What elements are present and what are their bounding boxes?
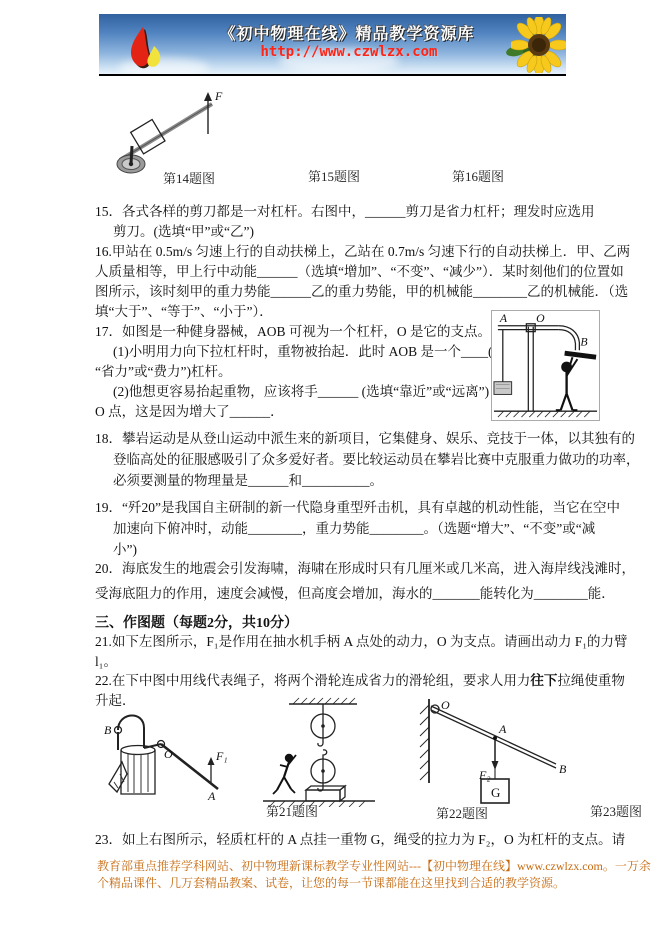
figure-q17-gym-machine	[491, 310, 600, 421]
label-a: A	[208, 789, 216, 802]
hanging-weight	[494, 330, 512, 395]
footer-line: 教育部重点推荐学科网站、初中物理新课标教学专业性网站---【初中物理在线】www.czwlzx.com。一万余	[97, 859, 651, 873]
label-a: A	[499, 311, 508, 325]
question-line: 升起．	[95, 693, 136, 708]
question-line: 图所示，该时刻甲的重力势能______乙的重力势能，甲的机械能________乙的机械能．（选	[95, 284, 629, 299]
question-line: 剪刀。(选填“甲”或“乙”)	[113, 224, 254, 239]
question-line: (2)他想更容易抬起重物，应该将手______ (选填“靠近”或“远离”)	[113, 384, 490, 399]
figure-caption-14: 第14题图	[163, 171, 216, 186]
wall	[420, 699, 429, 783]
question-text: 拉绳使重物	[557, 673, 625, 688]
figure-q23-wall-lever	[415, 697, 567, 809]
rope-and-force	[492, 736, 499, 779]
question-line: 填“大于”、“等于”、“小于”）．	[95, 304, 273, 319]
question-20	[95, 556, 635, 606]
question-line: 登临高处的征服感吸引了众多爱好者。要比较运动员在攀岩比赛中克服重力做功的功率，	[113, 452, 640, 467]
label-o: O	[164, 747, 173, 761]
question-line: 17．如图是一种健身器械，AOB 可视为一个杠杆，O 是它的支点。	[95, 324, 492, 339]
question-21	[95, 632, 628, 672]
figure-q22-pulleys	[253, 697, 385, 807]
question-line: “省力”或“费力”)杠杆。	[95, 364, 232, 379]
site-banner	[99, 14, 566, 76]
label-f2: F₂	[479, 768, 491, 782]
label-f1: F₁	[216, 749, 228, 763]
question-line: 人质量相等，甲上行中动能______（选填“增加”、“不变”、“减少”）．某时刻他们的位置如	[95, 264, 624, 279]
figure-caption-15: 第15题图	[308, 169, 361, 184]
footer-line: 个精品课件、几万套精品教案、试卷，让您的每一节课都能在这里找到合适的教学资源。	[97, 876, 566, 890]
question-line: 受海底阻力的作用，速度会减慢，但高度会增加，海水的_______能转化为________能．	[95, 586, 615, 601]
lever-rod	[120, 104, 212, 160]
force-arrow	[204, 92, 212, 134]
label-b: B	[104, 723, 112, 737]
label-o: O	[441, 698, 450, 712]
label-b: B	[580, 335, 588, 349]
question-line: l₁。	[95, 654, 117, 669]
question-line: 21.如下左图所示，F₁是作用在抽水机手柄 A 点处的动力，O 为支点。请画出动力 F₁的力臂	[95, 634, 628, 649]
question-line: 16.甲站在 0.5m/s 匀速上行的自动扶梯上，乙站在 0.7m/s 匀速下行的自动扶梯上．甲、乙两	[95, 244, 631, 259]
ground	[494, 411, 597, 417]
figure-caption-16: 第16题图	[452, 169, 505, 184]
banner-url[interactable]: http://www.czwlzx.com	[260, 44, 438, 60]
sunflower-icon	[511, 17, 566, 73]
pump-body	[109, 746, 155, 795]
question-line: 19．“歼20”是我国自主研制的新一代隐身重型歼击机，具有卓越的机动性能，当它在空中	[95, 500, 620, 515]
question-18	[95, 428, 640, 491]
person	[273, 754, 296, 794]
figure-caption-22: 第22题图	[436, 806, 489, 821]
question-19	[95, 497, 620, 560]
person	[556, 357, 578, 410]
weight-box	[306, 786, 345, 801]
question-line: 18．攀岩运动是从登山运动中派生来的新项目，它集健身、娱乐、竞技于一体，以其独有的	[95, 431, 635, 446]
figure-caption-23: 第23题图	[590, 804, 643, 819]
fixed-pulley	[311, 704, 335, 746]
pump-linkage	[115, 715, 165, 750]
question-line: 23．如上右图所示，轻质杠杆的 A 点挂一重物 G，绳受的拉力为 F₂，O 为杠杆的支点。请	[95, 832, 626, 847]
question-line: 小”)	[113, 542, 137, 557]
force-label: F	[215, 89, 223, 103]
question-17	[95, 322, 520, 422]
question-line	[95, 671, 625, 691]
question-line: 加速向下俯冲时，动能________，重力势能________。（选题“增大”、“不变”或“减	[113, 521, 596, 536]
question-15	[95, 202, 595, 242]
question-line: 15．各式各样的剪刀都是一对杠杆。右图中，______剪刀是省力杠杆；理发时应选用	[95, 204, 595, 219]
label-a: A	[499, 722, 507, 736]
label-b: B	[559, 762, 567, 776]
figure-q14-lever	[108, 84, 230, 176]
section-3-title: 三、作图题（每题2分，共10分）	[95, 616, 298, 631]
movable-pulley	[311, 750, 335, 791]
page-footer	[97, 858, 651, 892]
label-g: G	[491, 785, 501, 800]
question-line: (1)小明用力向下拉杠杆时，重物被抬起．此时 AOB 是一个____(选填	[113, 344, 520, 359]
label-o: O	[536, 311, 545, 325]
figure-caption-21: 第21题图	[266, 804, 319, 819]
question-23	[95, 830, 625, 850]
question-text: 22.在下中图中用线代表绳子，将两个滑轮连成省力的滑轮组，要求人用力	[95, 673, 531, 688]
question-line: 20．海底发生的地震会引发海啸，海啸在形成时只有几厘米或几米高，进入海岸线浅滩时，	[95, 561, 635, 576]
question-text-bold: 往下	[530, 673, 558, 688]
ceiling	[289, 698, 357, 704]
question-line: O 点，这是因为增大了______．	[95, 404, 284, 419]
figure-q21-water-pump	[98, 702, 234, 802]
banner-title: 《初中物理在线》精品教学资源库	[219, 26, 475, 43]
flame-logo-icon	[121, 22, 169, 70]
question-line: 必须要测量的物理量是______和__________。	[113, 473, 383, 488]
